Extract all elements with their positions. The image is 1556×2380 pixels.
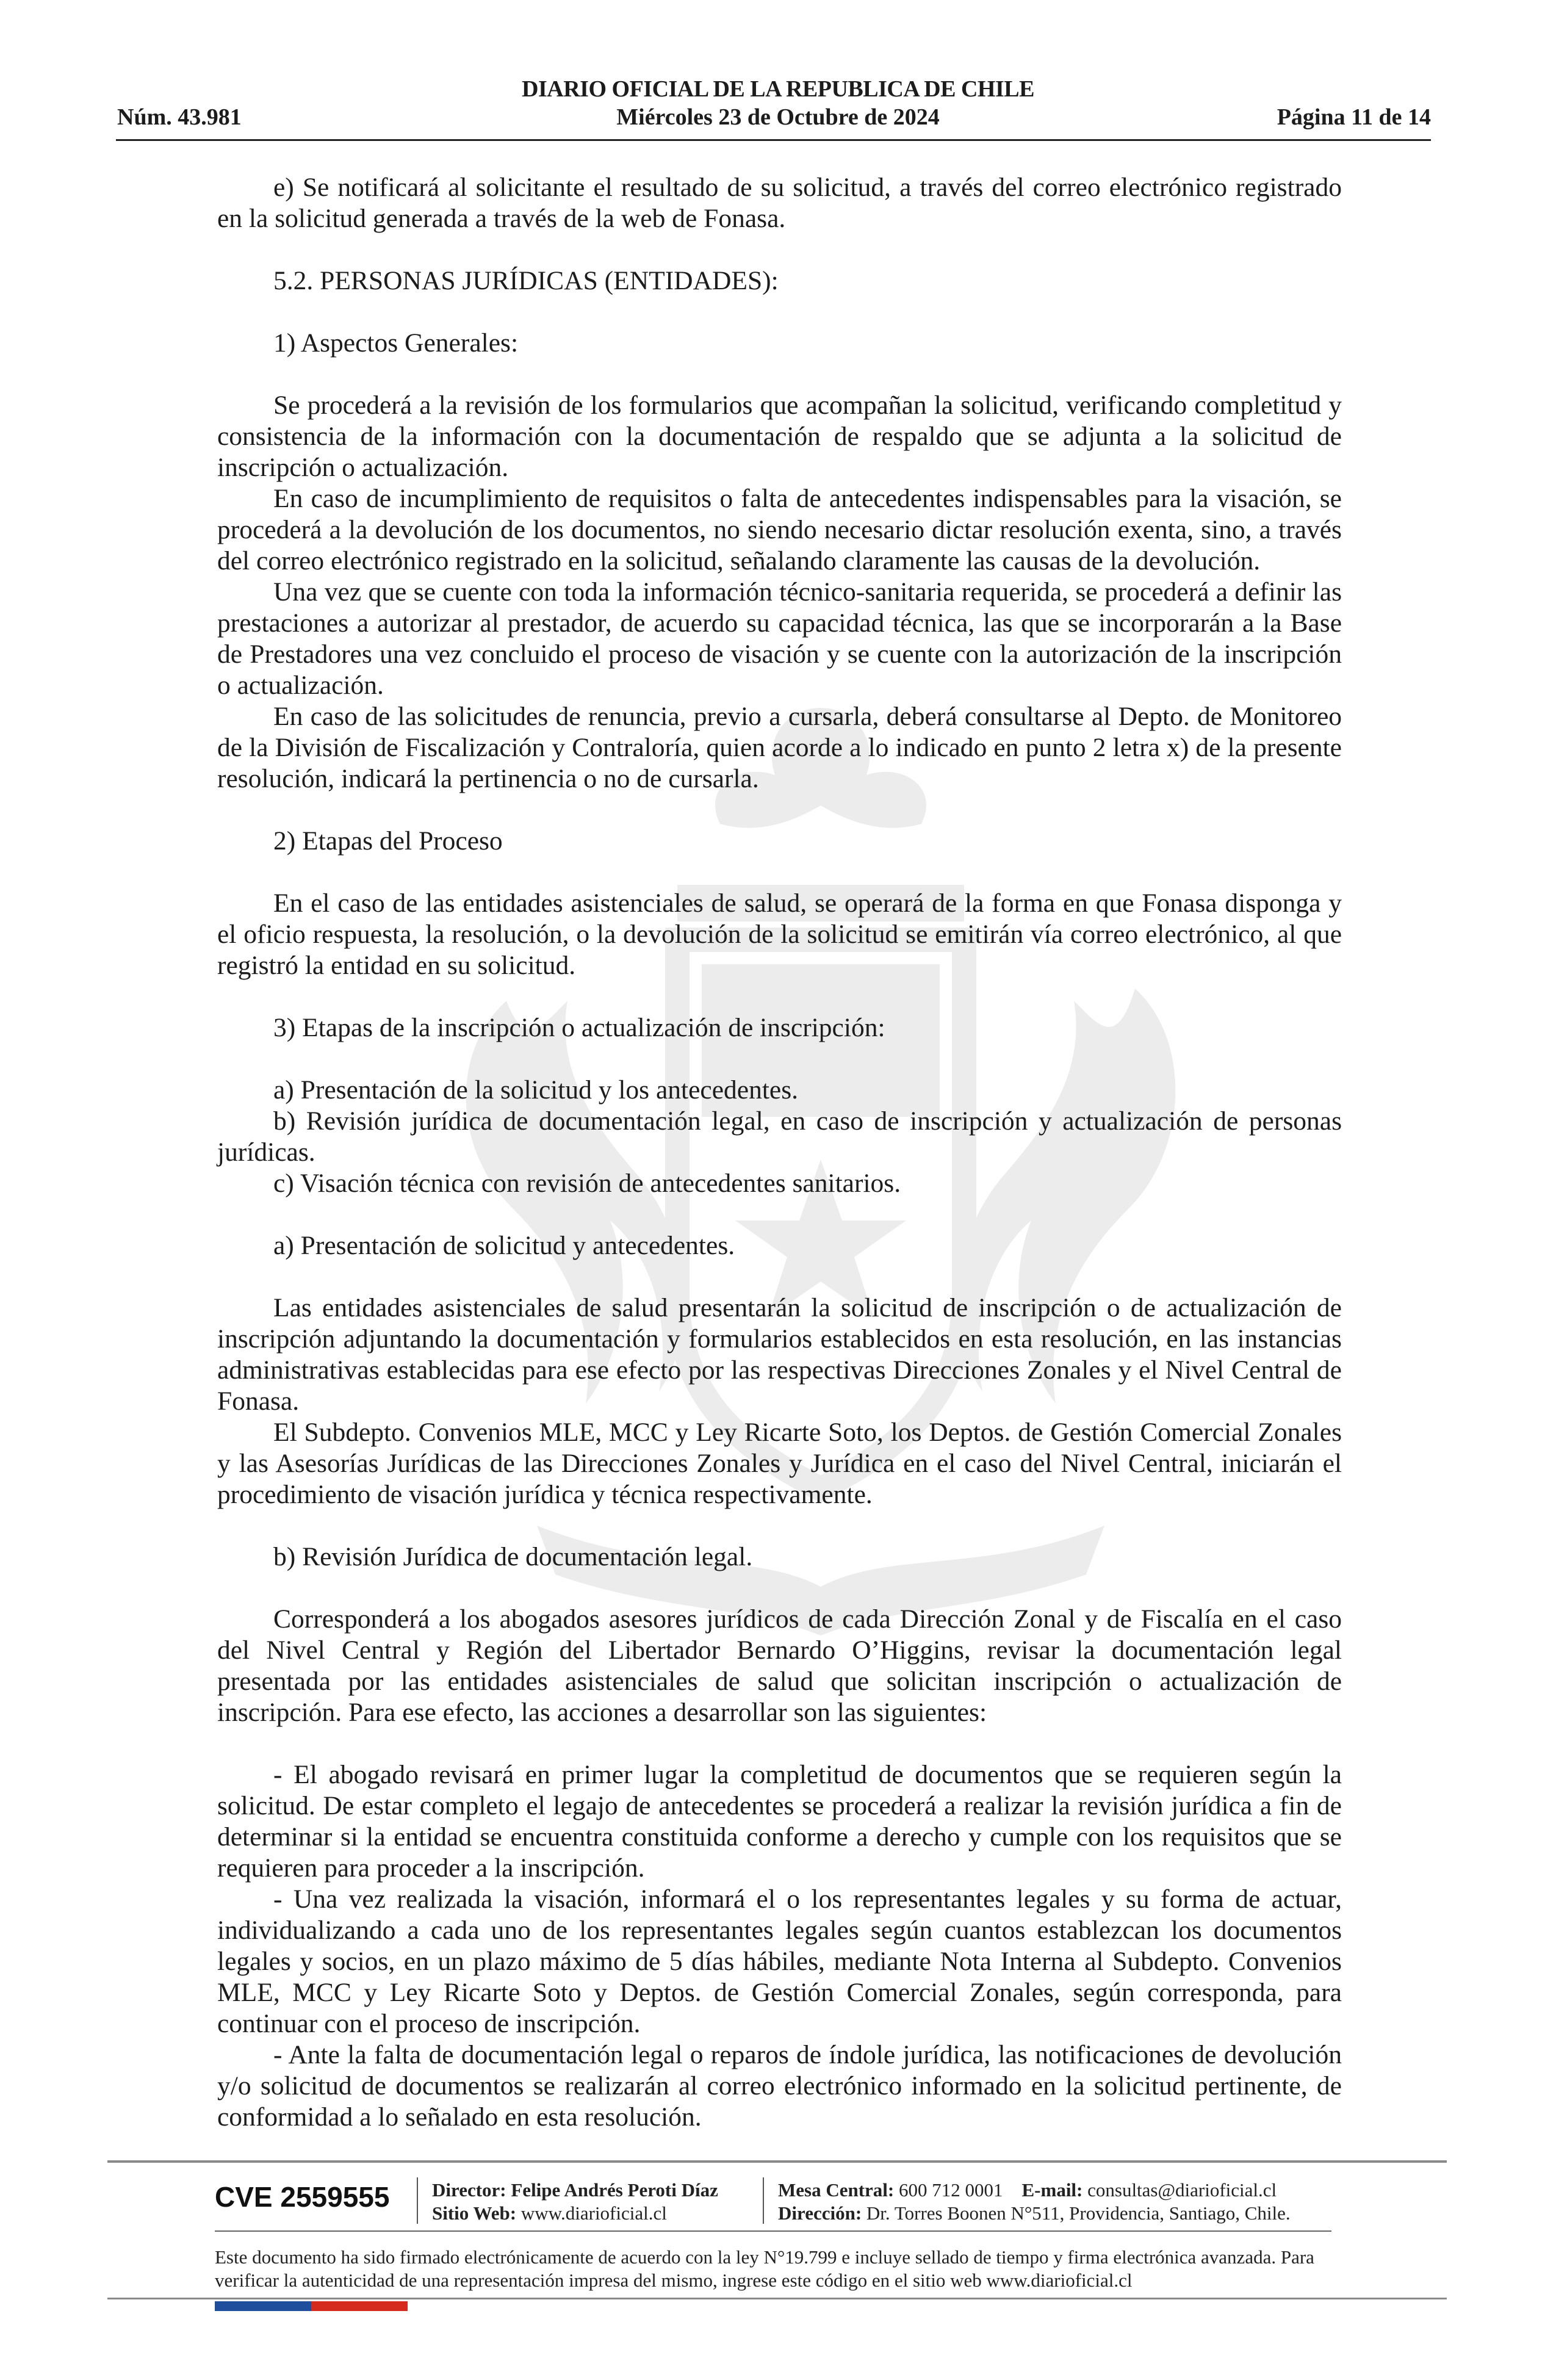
director-name: Felipe Andrés Peroti Díaz [511,2179,718,2201]
paragraph: En el caso de las entidades asistenciales de salud, se operará de la forma en que Fonasa disponga y el oficio respuesta, la resolución, o la devolución de la solicitud se emitirán vía correo electrónico, al que registró la entidad en su solicitud. [217,889,1342,980]
paragraph: En caso de las solicitudes de renuncia, previo a cursarla, deberá consultarse al Depto. de Monitoreo de la División de Fiscalización y Contraloría, quien acorde a lo indicado en punto 2 letra x) de la presente resolución, indicará la pertinencia o no de cursarla. [217,702,1342,793]
list-item: a) Presentación de la solicitud y los antecedentes. [273,1075,799,1105]
phone-label: Mesa Central: [778,2179,895,2201]
document-body [217,172,1342,2133]
bullet-item: - Una vez realizada la visación, informará el o los representantes legales y su forma de actuar, individualizando a cada uno de los representantes legales según cuantos establezcan los documentos legales y socios, en un plazo máximo de 5 días hábiles, mediante Nota Interna al Subdepto. Convenios MLE, MCC y Ley Ricarte Soto y Deptos. de Gestión Comercial Zonales, según corresponda, para continuar con el proceso de inscripción. [217,1884,1342,2038]
footer-address [778,2202,1291,2225]
subsection-heading: a) Presentación de solicitud y antecedentes. [273,1231,735,1260]
director-label: Director: [432,2179,506,2201]
paragraph: El Subdepto. Convenios MLE, MCC y Ley Ricarte Soto, los Deptos. de Gestión Comercial Zonales y las Asesorías Jurídicas de las Direcciones Zonales y Jurídica en el caso del Nivel Central, iniciarán el procedimiento de visación jurídica y técnica respectivamente. [217,1418,1342,1509]
footer-separator [763,2177,764,2224]
footer-separator [417,2177,418,2224]
paragraph: Las entidades asistenciales de salud presentarán la solicitud de inscripción o de actualización de inscripción adjuntando la documentación y formularios establecidos en esta resolución, en las instancias administrativas establecidas para ese efecto por las respectivas Direcciones Zonales y el Nivel Central de Fonasa. [217,1293,1342,1416]
bullet-item: - Ante la falta de documentación legal o reparos de índole jurídica, las notificaciones de devolución y/o solicitud de documentos se realizarán al correo electrónico informado en la solicitud pertinente, de conformidad a lo señalado en esta resolución. [217,2040,1342,2132]
email-link[interactable]: consultas@diarioficial.cl [1087,2179,1277,2201]
subsection-heading: 3) Etapas de la inscripción o actualización de inscripción: [273,1013,885,1042]
flag-stripe-blue [215,2301,311,2311]
footer-bottom-divider [107,2298,1447,2299]
list-item: b) Revisión jurídica de documentación legal, en caso de inscripción y actualización de personas jurídicas. [217,1106,1342,1167]
bullet-item: - El abogado revisará en primer lugar la completitud de documentos que se requieren según la solicitud. De estar completo el legajo de antecedentes se procederá a realizar la revisión jurídica a fin de determinar si la entidad se encuentra constituida conforme a derecho y cumple con los requisitos que se requieren para proceder a la inscripción. [217,1760,1342,1883]
page-indicator: Página 11 de 14 [1277,104,1431,130]
issue-date: Miércoles 23 de Octubre de 2024 [616,104,940,130]
cve-code: CVE 2559555 [215,2181,390,2213]
subsection-heading: 2) Etapas del Proceso [273,826,503,856]
paragraph: Una vez que se cuente con toda la información técnico-sanitaria requerida, se procederá a definir las prestaciones a autorizar al prestador, de acuerdo su capacidad técnica, las que se incorporarán a la Base de Prestadores una vez concluido el proceso de visación y se cuente con la autorización de la inscripción o actualización. [217,577,1342,700]
section-heading: 5.2. PERSONAS JURÍDICAS (ENTIDADES): [273,266,779,295]
footer-contact [778,2179,1277,2202]
address-label: Dirección: [778,2202,862,2224]
subsection-heading: b) Revisión Jurídica de documentación legal. [273,1542,753,1571]
footer-director [432,2179,718,2202]
footer-inner-divider [215,2230,1331,2232]
list-item: c) Visación técnica con revisión de antecedentes sanitarios. [273,1169,901,1198]
footer-website [432,2202,667,2225]
newspaper-title: DIARIO OFICIAL DE LA REPUBLICA DE CHILE [522,76,1034,102]
paragraph: Corresponderá a los abogados asesores jurídicos de cada Dirección Zonal y de Fiscalía en el caso del Nivel Central y Región del Libertador Bernardo O’Higgins, revisar la documentación legal presentada por las entidades asistenciales de salud que solicitan inscripción o actualización de inscripción. Para ese efecto, las acciones a desarrollar son las siguientes: [217,1604,1342,1727]
website-label: Sitio Web: [432,2202,517,2224]
header-divider [116,139,1431,141]
address-value: Dr. Torres Boonen N°511, Providencia, Santiago, Chile. [866,2202,1291,2224]
signature-note: Este documento ha sido firmado electrónicamente de acuerdo con la ley N°19.799 e incluye sellado de tiempo y firma electrónica avanzada. Para verificar la autenticidad de una representación impresa del mismo, ingrese este código en el sitio web www.diarioficial.cl [215,2246,1314,2291]
issue-number: Núm. 43.981 [117,104,242,130]
paragraph: e) Se notificará al solicitante el resultado de su solicitud, a través del correo electrónico registrado en la solicitud generada a través de la web de Fonasa. [217,173,1342,233]
flag-stripe-red [311,2301,408,2311]
website-link[interactable]: www.diarioficial.cl [520,2202,667,2224]
paragraph: Se procederá a la revisión de los formularios que acompañan la solicitud, verificando completitud y consistencia de la información con la documentación de respaldo que se adjunta a la solicitud de inscripción o actualización. [217,391,1342,482]
email-label: E-mail: [1021,2179,1083,2201]
subsection-heading: 1) Aspectos Generales: [273,328,519,358]
phone-number: 600 712 0001 [899,2179,1003,2201]
footer-divider [107,2160,1447,2163]
paragraph: En caso de incumplimiento de requisitos o falta de antecedentes indispensables para la visación, se procederá a la devolución de los documentos, no siendo necesario dictar resolución exenta, sino, a través del correo electrónico registrado en la solicitud, señalando claramente las causas de la devolución. [217,484,1342,575]
